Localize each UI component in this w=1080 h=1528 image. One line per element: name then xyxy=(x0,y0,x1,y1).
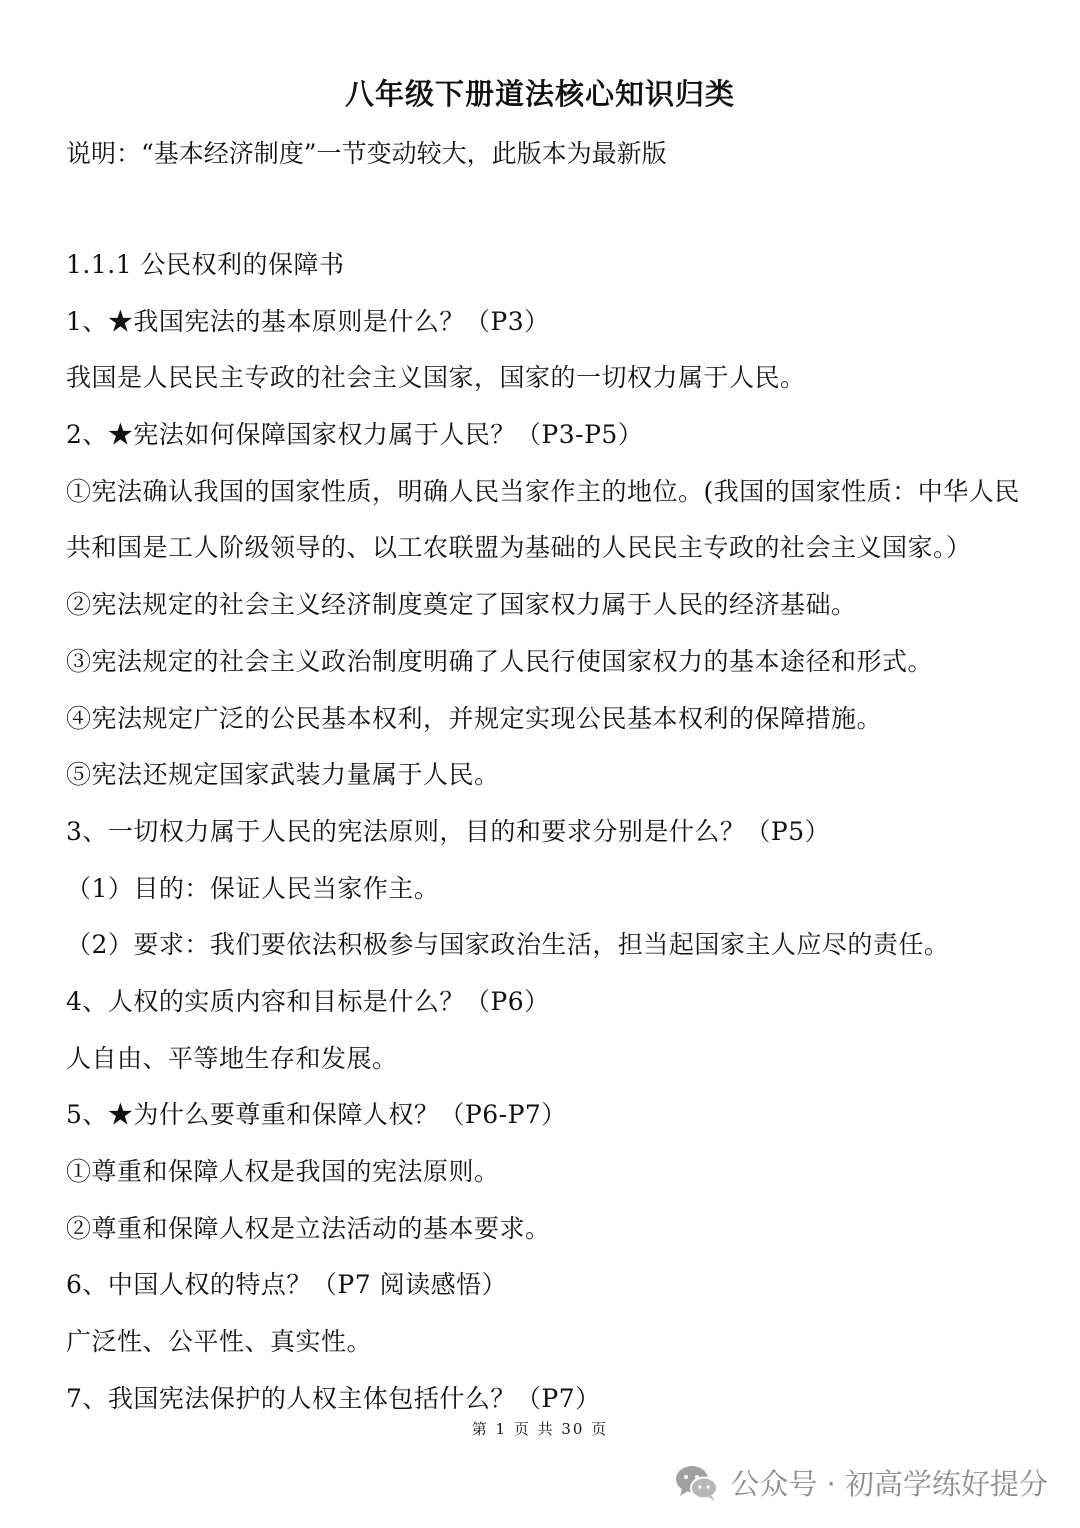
question-line: 6、中国人权的特点？（P7 阅读感悟） xyxy=(66,1270,508,1300)
answer-line: ③宪法规定的社会主义政治制度明确了人民行使国家权力的基本途径和形式。 xyxy=(66,646,934,676)
page-footer: 第 1 页 共 30 页 xyxy=(471,1420,609,1438)
content-lines xyxy=(66,248,1026,1438)
document-title: 八年级下册道法核心知识归类 xyxy=(344,77,735,111)
watermark xyxy=(674,1462,1048,1503)
document-note: 说明：“基本经济制度”一节变动较大，此版本为最新版 xyxy=(66,139,667,168)
answer-line: ①尊重和保障人权是我国的宪法原则。 xyxy=(66,1157,500,1186)
answer-line: 我国是人民民主专政的社会主义国家，国家的一切权力属于人民。 xyxy=(66,363,806,393)
answer-line: ②尊重和保障人权是立法活动的基本要求。 xyxy=(66,1213,551,1243)
question-line: 5、★为什么要尊重和保障人权？（P6-P7） xyxy=(66,1100,567,1130)
question-line: 2、★宪法如何保障国家权力属于人民？（P3-P5） xyxy=(66,420,644,450)
question-line: 7、我国宪法保护的人权主体包括什么？（P7） xyxy=(66,1383,601,1413)
section-heading: 1.1.1 公民权利的保障书 xyxy=(66,250,345,279)
answer-line: 共和国是工人阶级领导的、以工农联盟为基础的人民民主专政的社会主义国家。） xyxy=(66,533,972,563)
answer-line: ⑤宪法还规定国家武装力量属于人民。 xyxy=(66,760,500,790)
answer-line: 人自由、平等地生存和发展。 xyxy=(66,1043,398,1073)
watermark-text: 公众号 · 初高学练好提分 xyxy=(730,1467,1048,1501)
wechat-icon xyxy=(674,1463,720,1503)
question-line: 4、人权的实质内容和目标是什么？（P6） xyxy=(66,986,550,1016)
question-line: 3、一切权力属于人民的宪法原则，目的和要求分别是什么？（P5） xyxy=(66,816,831,846)
answer-line: ①宪法确认我国的国家性质，明确人民当家作主的地位。(我国的国家性质：中华人民 xyxy=(66,476,1020,506)
answer-line: （2）要求：我们要依法积极参与国家政治生活，担当起国家主人应尽的责任。 xyxy=(66,930,950,960)
question-line: 1、★我国宪法的基本原则是什么？（P3） xyxy=(66,306,550,336)
answer-line: ②宪法规定的社会主义经济制度奠定了国家权力属于人民的经济基础。 xyxy=(66,590,857,620)
answer-line: 广泛性、公平性、真实性。 xyxy=(66,1327,373,1357)
answer-line: （1）目的：保证人民当家作主。 xyxy=(66,873,440,903)
answer-line: ④宪法规定广泛的公民基本权利，并规定实现公民基本权利的保障措施。 xyxy=(66,703,883,733)
